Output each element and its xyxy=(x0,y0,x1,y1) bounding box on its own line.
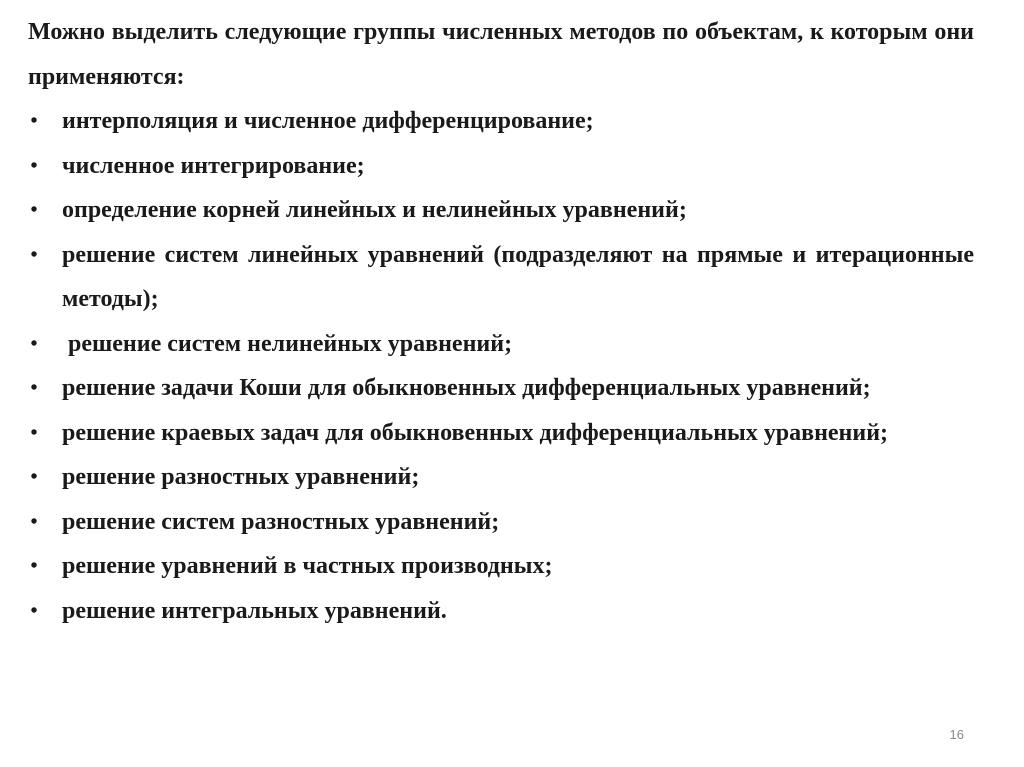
slide-content xyxy=(28,10,974,633)
bullet-icon: • xyxy=(30,421,38,444)
list-item-text: решение задачи Коши для обыкновенных дифференциальных уравнений; xyxy=(62,375,871,401)
list-item-text: решение разностных уравнений; xyxy=(62,464,420,490)
list-item xyxy=(28,99,974,144)
list-item xyxy=(28,233,974,322)
bullet-icon: • xyxy=(30,599,38,622)
bullet-icon: • xyxy=(30,466,38,488)
list-item-text: решение краевых задач для обыкновенных дифференциальных уравнений; xyxy=(62,419,889,446)
list-item xyxy=(28,366,974,411)
list-item-text: решение интегральных уравнений. xyxy=(62,597,447,624)
list-item xyxy=(28,455,974,500)
bullet-icon: • xyxy=(30,199,38,221)
list-item xyxy=(28,589,974,634)
list-item xyxy=(28,144,974,189)
list-item xyxy=(28,411,974,456)
bullet-icon: • xyxy=(30,154,38,177)
numerical-methods-list xyxy=(28,99,974,633)
list-item-text: интерполяция и численное дифференцирование; xyxy=(62,108,594,134)
list-item xyxy=(28,544,974,589)
list-item-text: численное интегрирование; xyxy=(62,152,365,179)
bullet-icon: • xyxy=(30,332,38,355)
list-item xyxy=(28,322,974,367)
list-item-text: решение систем разностных уравнений; xyxy=(62,508,500,535)
bullet-icon: • xyxy=(30,510,38,533)
list-item-text: определение корней линейных и нелинейных уравнений; xyxy=(62,197,687,223)
list-item xyxy=(28,188,974,233)
list-item-text: решение систем нелинейных уравнений; xyxy=(68,330,513,357)
list-item-text: решение систем линейных уравнений (подразделяют на прямые и итерационные методы); xyxy=(62,241,974,312)
bullet-icon: • xyxy=(30,110,38,132)
list-item xyxy=(28,500,974,545)
bullet-icon: • xyxy=(30,377,38,399)
page-number: 16 xyxy=(949,727,964,742)
intro-paragraph: Можно выделить следующие группы численных методов по объектам, к которым они применяются: xyxy=(28,19,974,90)
bullet-icon: • xyxy=(30,555,38,577)
list-item-text: решение уравнений в частных производных; xyxy=(62,553,553,579)
bullet-icon: • xyxy=(30,243,38,266)
